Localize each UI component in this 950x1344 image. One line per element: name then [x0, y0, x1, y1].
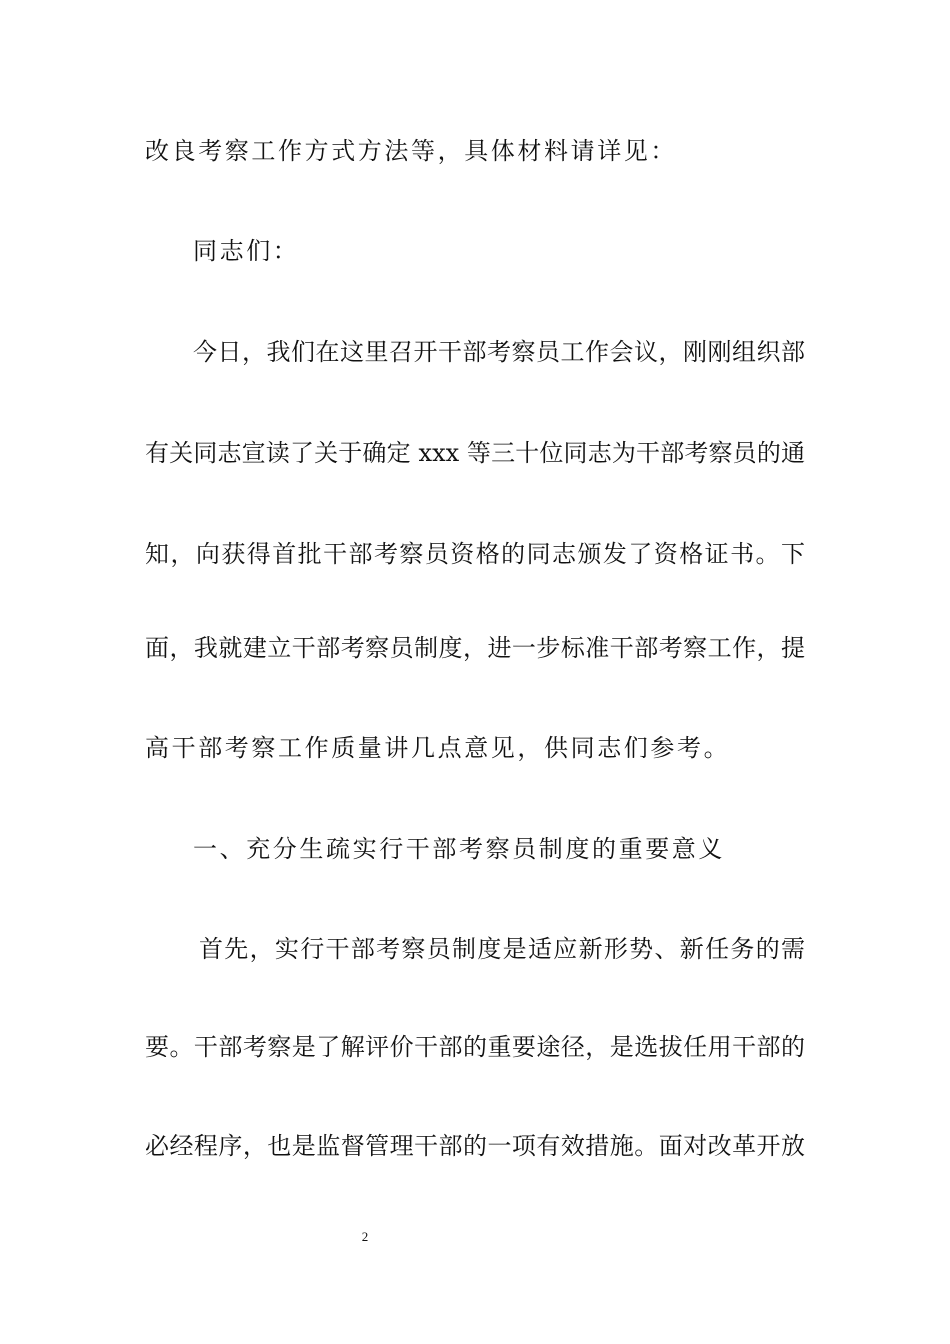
text-line-9: 首先，实行干部考察员制度是适应新形势、新任务的需: [199, 935, 805, 963]
text-line-1: 改良考察工作方式方法等，具体材料请详见：: [145, 137, 677, 165]
text-line-10: 要。干部考察是了解评价干部的重要途径，是选拔任用干部的: [145, 1033, 805, 1061]
page-number: 2: [361, 1229, 369, 1244]
text-line-6: 面，我就建立干部考察员制度，进一步标准干部考察工作，提: [145, 634, 805, 662]
section-heading: 一、充分生疏实行干部考察员制度的重要意义: [193, 835, 725, 863]
text-line-5: 知，向获得首批干部考察员资格的同志颁发了资格证书。下: [145, 540, 805, 568]
text-line-4: 有关同志宣读了关于确定 xxx 等三十位同志为干部考察员的通: [145, 439, 805, 467]
text-line-7: 高干部考察工作质量讲几点意见，供同志们参考。: [145, 734, 731, 762]
salutation: 同志们：: [193, 237, 300, 265]
text-line-11: 必经程序，也是监督管理干部的一项有效措施。面对改革开放: [145, 1132, 805, 1160]
text-line-3: 今日，我们在这里召开干部考察员工作会议，刚刚组织部: [193, 338, 805, 366]
